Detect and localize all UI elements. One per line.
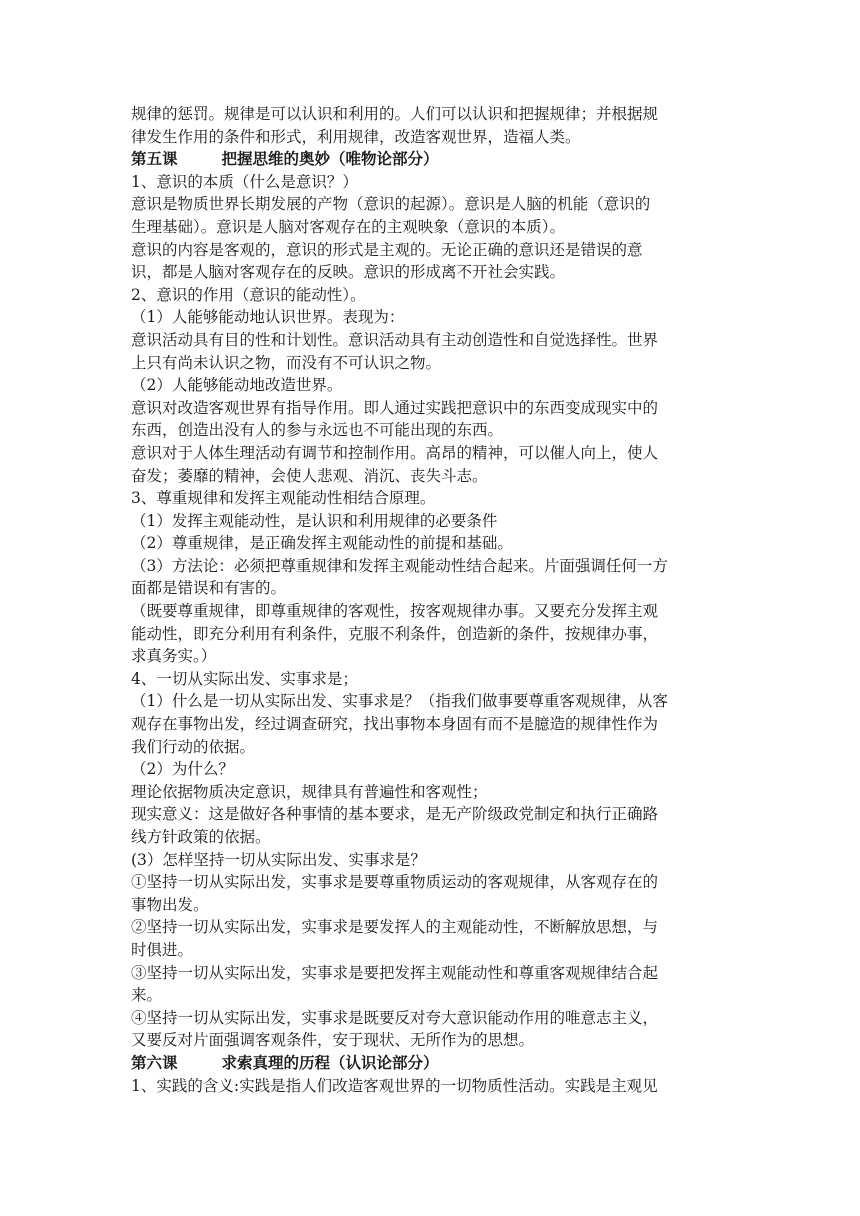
text-line: 意识对于人体生理活动有调节和控制作用。高昂的精神，可以催人向上，使人	[131, 443, 659, 462]
text-line: 观存在事物出发，经过调查研究，找出事物本身固有而不是臆造的规律性作为	[131, 715, 659, 734]
text-line: 意识对改造客观世界有指导作用。即人通过实践把意识中的东西变成现实中的	[131, 398, 659, 417]
text-line: （1）发挥主观能动性，是认识和利用规律的必要条件	[131, 511, 498, 530]
text-line: 能动性，即充分利用有利条件，克服不利条件，创造新的条件，按规律办事，	[131, 624, 659, 643]
text-line: 求真务实。）	[131, 647, 217, 666]
text-line: 1、意识的本质（什么是意识？）	[131, 172, 358, 191]
text-line: 事物出发。	[131, 895, 209, 914]
text-line: ②坚持一切从实际出发，实事求是要发挥人的主观能动性，不断解放思想，与	[131, 918, 659, 937]
text-line: 1、实践的含义:实践是指人们改造客观世界的一切物质性活动。实践是主观见	[131, 1076, 658, 1095]
text-line: （2）人能够能动地改造世界。	[131, 376, 343, 395]
text-line: 上只有尚未认识之物，而没有不可认识之物。	[131, 353, 442, 372]
document-page	[131, 103, 731, 1097]
lesson-heading	[131, 1052, 731, 1075]
text-line: 律发生作用的条件和形式，利用规律，改造客观世界，造福人类。	[131, 127, 581, 146]
text-line: 我们行动的依据。	[131, 737, 256, 756]
text-line: 3、尊重规律和发挥主观能动性相结合原理。	[131, 489, 436, 508]
text-line: 又要反对片面强调客观条件，安于现状、无所作为的思想。	[131, 1031, 535, 1050]
text-line: （既要尊重规律，即尊重规律的客观性，按客观规律办事。又要充分发挥主观	[131, 602, 659, 621]
lesson-title: 把握思维的奥妙（唯物论部分）	[221, 150, 439, 169]
text-line: 意识是物质世界长期发展的产物（意识的起源）。意识是人脑的机能（意识的	[131, 195, 651, 214]
lesson-title: 求索真理的历程（认识论部分）	[221, 1053, 439, 1072]
text-line: ①坚持一切从实际出发，实事求是要尊重物质运动的客观规律，从客观存在的	[131, 873, 659, 892]
text-line: ④坚持一切从实际出发，实事求是既要反对夸大意识能动作用的唯意志主义，	[131, 1008, 659, 1027]
text-line: ③坚持一切从实际出发，实事求是要把发挥主观能动性和尊重客观规律结合起	[131, 963, 659, 982]
lesson-heading	[131, 148, 731, 171]
text-line: （2）尊重规律，是正确发挥主观能动性的前提和基础。	[131, 534, 513, 553]
text-line: 生理基础）。意识是人脑对客观存在的主观映象（意识的本质）。	[131, 217, 566, 236]
text-line: （1）人能够能动地认识世界。表现为：	[131, 308, 405, 327]
text-line: 线方针政策的依据。	[131, 828, 271, 846]
text-line: 时俱进。	[131, 940, 194, 959]
text-line: 现实意义：这是做好各种事情的基本要求，是无产阶级政党制定和执行正确路	[131, 805, 659, 824]
text-line: (3）怎样坚持一切从实际出发、实事求是？	[131, 850, 426, 869]
text-line: 意识活动具有目的性和计划性。意识活动具有主动创造性和自觉选择性。世界	[131, 330, 659, 349]
text-line: 理论依据物质决定意识，规律具有普遍性和客观性；	[131, 782, 488, 801]
text-line: 来。	[131, 986, 163, 1005]
text-line: 意识的内容是客观的，意识的形式是主观的。无论正确的意识还是错误的意	[131, 240, 643, 259]
lesson-number: 第五课	[131, 150, 178, 169]
text-line: 4、一切从实际出发、实事求是；	[131, 669, 358, 688]
text-line: 2、意识的作用（意识的能动性）。	[131, 285, 366, 304]
text-line: （2）为什么？	[131, 760, 234, 779]
lesson-number: 第六课	[131, 1053, 178, 1072]
text-line: （3）方法论：必须把尊重规律和发挥主观能动性结合起来。片面强调任何一方	[131, 556, 668, 575]
text-line: 识，都是人脑对客观存在的反映。意识的形成离不开社会实践。	[131, 263, 566, 282]
text-line: 面都是错误和有害的。	[131, 579, 287, 598]
text-line: 东西，创造出没有人的参与永远也不可能出现的东西。	[131, 421, 504, 440]
text-line: 规律的惩罚。规律是可以认识和利用的。人们可以认识和把握规律；并根据规	[131, 105, 659, 123]
text-line: （1）什么是一切从实际出发、实事求是？（指我们做事要尊重客观规律，从客	[131, 692, 668, 711]
text-line: 奋发；萎靡的精神，会使人悲观、消沉、丧失斗志。	[131, 466, 488, 485]
